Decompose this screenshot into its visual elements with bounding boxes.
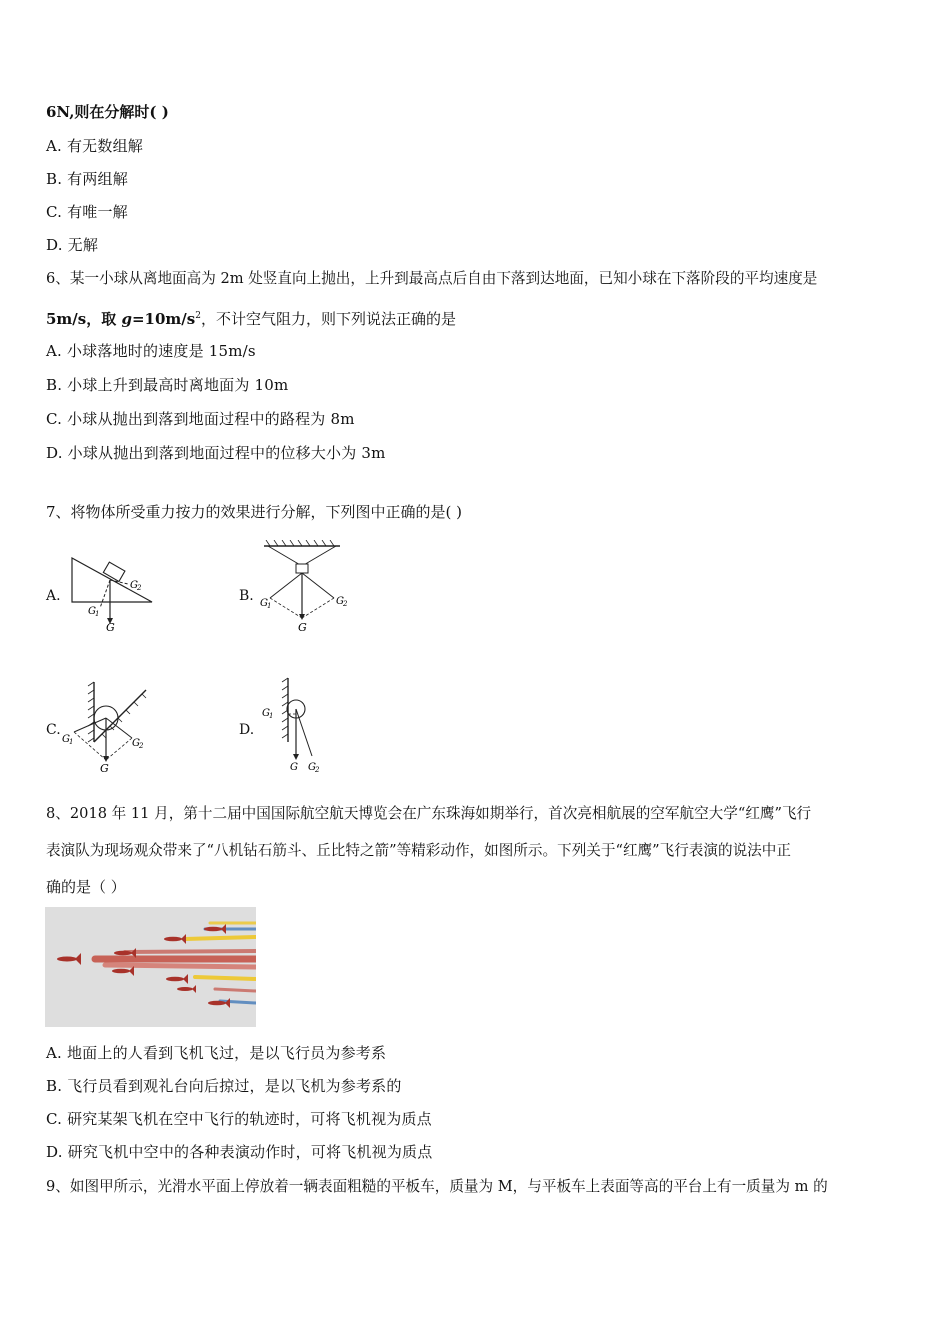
svg-text:G: G: [62, 734, 70, 745]
q7-figure-d: [258, 676, 338, 780]
svg-text:G: G: [132, 738, 140, 749]
q6-stem-part-c: ，不计空气阻力，则下列说法正确的是: [200, 310, 456, 328]
q6-g-symbol: g: [121, 310, 132, 328]
q8-option-d: D. 研究飞机中空中的各种表演动作时，可将飞机视为质点: [46, 1143, 433, 1161]
svg-text:G: G: [260, 598, 268, 609]
q8-option-c: C. 研究某架飞机在空中飞行的轨迹时，可将飞机视为质点: [46, 1110, 432, 1128]
q8-option-a: A. 地面上的人看到飞机飞过，是以飞行员为参考系: [46, 1044, 387, 1062]
q7-label-b: B.: [239, 588, 254, 604]
svg-text:G: G: [106, 621, 115, 632]
svg-text:1: 1: [69, 738, 74, 746]
svg-text:2: 2: [343, 600, 348, 608]
q6-stem-part-a: 5m/s，取: [46, 310, 122, 328]
q7-stem: 7、将物体所受重力按力的效果进行分解，下列图中正确的是( ): [46, 503, 463, 521]
q8-stem-line1: 8、2018 年 11 月，第十二届中国国际航空航天博览会在广东珠海如期举行，首次亮相航展的空军航空大学“红鹰”飞行: [46, 805, 812, 822]
svg-text:G: G: [262, 708, 270, 719]
svg-text:1: 1: [95, 610, 100, 618]
svg-text:G: G: [100, 762, 109, 775]
q7-label-c: C.: [46, 722, 61, 738]
svg-text:2: 2: [315, 766, 320, 774]
svg-text:2: 2: [139, 742, 144, 750]
q5-stem-tail: 6N,则在分解时( ): [46, 103, 169, 121]
svg-text:1: 1: [267, 602, 272, 610]
q6-stem-line2: [46, 306, 456, 329]
q7-figure-b: [256, 540, 356, 639]
q5-option-a: A. 有无数组解: [46, 137, 143, 155]
q6-option-d: D. 小球从抛出到落到地面过程中的位移大小为 3m: [46, 444, 386, 462]
q6-option-b: B. 小球上升到最高时离地面为 10m: [46, 376, 289, 394]
q5-option-b: B. 有两组解: [46, 170, 128, 188]
svg-text:G: G: [130, 580, 138, 591]
q6-stem-part-b: =10m/s: [131, 310, 196, 328]
q8-stem-line3: 确的是（ ）: [46, 878, 126, 896]
svg-text:G: G: [298, 621, 307, 634]
svg-text:G: G: [308, 762, 316, 773]
svg-text:G: G: [336, 596, 344, 607]
q8-airshow-photo: [45, 907, 256, 1027]
svg-text:G: G: [290, 762, 298, 773]
q6-stem-line1: 6、某一小球从离地面高为 2m 处竖直向上抛出，上升到最高点后自由下落到达地面，已知小球在下落阶段的平均速度是: [46, 270, 818, 287]
q6-option-a: A. 小球落地时的速度是 15m/s: [46, 342, 256, 360]
svg-text:2: 2: [137, 584, 142, 592]
q5-option-d: D. 无解: [46, 236, 99, 254]
q9-stem-line1: 9、如图甲所示，光滑水平面上停放着一辆表面粗糙的平板车，质量为 M，与平板车上表面等高的平台上有一质量为 m 的: [46, 1178, 828, 1195]
q7-label-d: D.: [239, 722, 255, 738]
q6-stem-sup: 2: [195, 311, 201, 321]
svg-text:1: 1: [269, 712, 274, 720]
q6-option-c: C. 小球从抛出到落到地面过程中的路程为 8m: [46, 410, 355, 428]
q8-option-b: B. 飞行员看到观礼台向后掠过，是以飞机为参考系的: [46, 1077, 402, 1095]
q5-option-c: C. 有唯一解: [46, 203, 128, 221]
q7-label-a: A.: [46, 588, 61, 604]
q7-figure-a: [66, 552, 161, 636]
q7-figure-c: [62, 680, 154, 779]
svg-text:G: G: [88, 606, 96, 617]
q8-stem-line2: 表演队为现场观众带来了“八机钻石筋斗、丘比特之箭”等精彩动作，如图所示。下列关于“红鹰”飞行表演的说法中正: [46, 842, 791, 859]
